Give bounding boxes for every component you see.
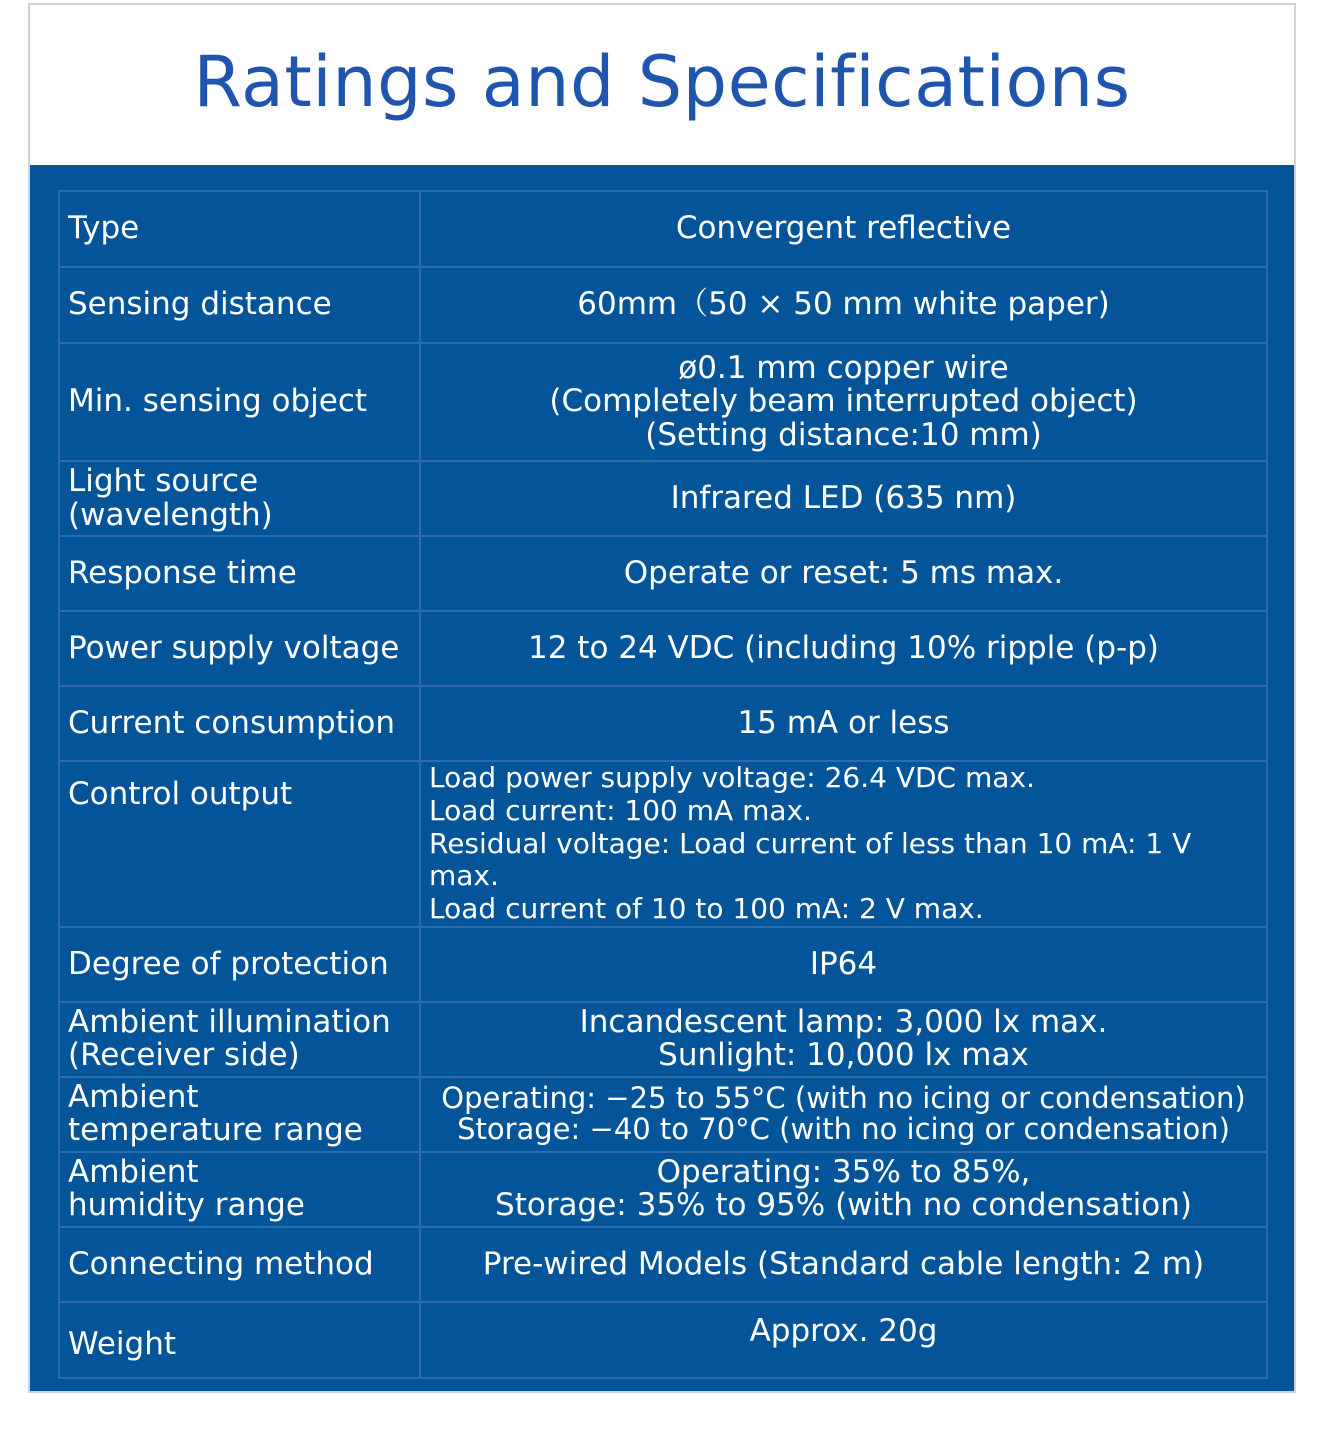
row-value: IP64 (420, 927, 1267, 1002)
table-row (59, 461, 1267, 536)
table-row (59, 611, 1267, 686)
row-label: Response time (59, 536, 420, 611)
row-label: Sensing distance (59, 267, 420, 343)
table-row (59, 1227, 1267, 1302)
row-label: Ambient illumination (Receiver side) (59, 1002, 420, 1077)
table-row (59, 927, 1267, 1002)
table-row (59, 1302, 1267, 1378)
row-label: Light source (wavelength) (59, 461, 420, 536)
table-row (59, 761, 1267, 927)
title-area (30, 5, 1294, 165)
row-label: Power supply voltage (59, 611, 420, 686)
table-row (59, 1077, 1267, 1152)
table-row (59, 267, 1267, 343)
page-title: Ratings and Specifications (193, 41, 1131, 123)
spec-panel (30, 165, 1294, 1391)
spec-table (58, 190, 1268, 1379)
row-label: Min. sensing object (59, 343, 420, 461)
row-value: 12 to 24 VDC (including 10% ripple (p-p) (420, 611, 1267, 686)
spec-sheet (28, 3, 1296, 1393)
row-label: Connecting method (59, 1227, 420, 1302)
row-value: Convergent reflective (420, 191, 1267, 267)
row-value: Pre-wired Models (Standard cable length: 2 m) (420, 1227, 1267, 1302)
table-row (59, 1002, 1267, 1077)
row-value: Load power supply voltage: 26.4 VDC max. Load current: 100 mA max. Residual voltage: Load current of less than 10 mA: 1 V max. Load current of 10 to 100 mA: 2 V max. (420, 761, 1267, 927)
table-row (59, 1152, 1267, 1227)
row-value: 15 mA or less (420, 686, 1267, 761)
row-label: Ambient temperature range (59, 1077, 420, 1152)
table-row (59, 191, 1267, 267)
row-label: Degree of protection (59, 927, 420, 1002)
row-value: Infrared LED (635 nm) (420, 461, 1267, 536)
row-label: Ambient humidity range (59, 1152, 420, 1227)
row-value: Approx. 20g (420, 1302, 1267, 1378)
row-label: Weight (59, 1302, 420, 1378)
row-value: Operating: −25 to 55°C (with no icing or condensation) Storage: −40 to 70°C (with no icing or condensation) (420, 1077, 1267, 1152)
row-label: Control output (59, 761, 420, 927)
row-label: Type (59, 191, 420, 267)
table-row (59, 536, 1267, 611)
row-value: ø0.1 mm copper wire (Completely beam interrupted object) (Setting distance:10 mm) (420, 343, 1267, 461)
row-value: Operating: 35% to 85%, Storage: 35% to 95% (with no condensation) (420, 1152, 1267, 1227)
table-row (59, 686, 1267, 761)
row-label: Current consumption (59, 686, 420, 761)
row-value: 60mm（50 × 50 mm white paper) (420, 267, 1267, 343)
row-value: Operate or reset: 5 ms max. (420, 536, 1267, 611)
row-value: Incandescent lamp: 3,000 lx max. Sunlight: 10,000 lx max (420, 1002, 1267, 1077)
table-row (59, 343, 1267, 461)
